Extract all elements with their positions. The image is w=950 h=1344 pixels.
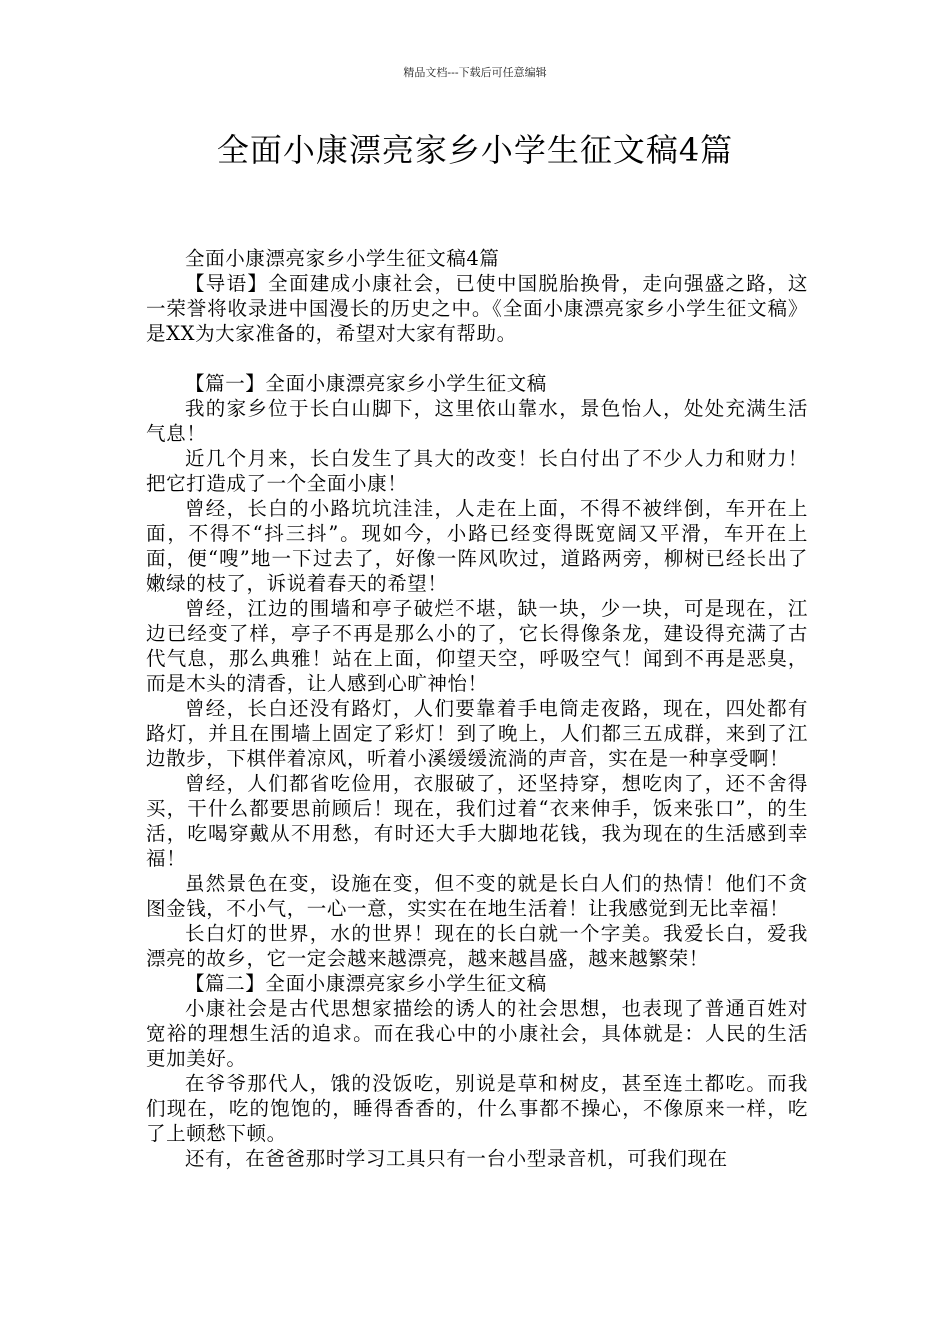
body-paragraph: 在爷爷那代人，饿的没饭吃，别说是草和树皮，甚至连土都吃。而我们现在，吃的饱饱的，睡得香香的，什么事都不操心，不像原来一样，吃了上顿愁下顿。 (146, 1072, 808, 1145)
document-body (146, 246, 808, 1171)
body-paragraph: 小康社会是古代思想家描绘的诱人的社会思想，也表现了普通百姓对宽裕的理想生活的追求。而在我心中的小康社会，具体就是：人民的生活更加美好。 (146, 997, 808, 1070)
body-paragraph: 近几个月来，长白发生了具大的改变！长白付出了不少人力和财力！把它打造成了一个全面小康！ (146, 447, 808, 495)
document-title: 全面小康漂亮家乡小学生征文稿4篇 (216, 131, 734, 169)
body-paragraph: 还有，在爸爸那时学习工具只有一台小型录音机，可我们现在 (185, 1147, 728, 1170)
body-paragraph: 长白灯的世界，水的世界！现在的长白就一个字美。我爱长白，爱我漂亮的故乡，它一定会越来越漂亮，越来越昌盛，越来越繁荣！ (146, 922, 808, 970)
body-paragraph: 曾经，长白还没有路灯，人们要靠着手电筒走夜路，现在，四处都有路灯，并且在围墙上固定了彩灯！到了晚上，人们都三五成群，来到了江边散步，下棋伴着凉风，听着小溪缓缓流淌的声音，实在是一种享受啊！ (146, 697, 808, 770)
body-paragraph: 曾经，人们都省吃俭用，衣服破了，还坚持穿，想吃肉了，还不舍得买，干什么都要思前顾后！现在，我们过着“衣来伸手，饭来张口”，的生活，吃喝穿戴从不用愁，有时还大手大脚地花钱，我为现在的生活感到幸福！ (146, 772, 808, 870)
intro-paragraph: 【导语】全面建成小康社会，已使中国脱胎换骨，走向强盛之路，这一荣誉将收录进中国漫长的历史之中。《全面小康漂亮家乡小学生征文稿》是XX为大家准备的，希望对大家有帮助。 (146, 272, 808, 345)
body-paragraph: 虽然景色在变，设施在变，但不变的就是长白人们的热情！他们不贪图金钱，不小气，一心一意，实实在在地生活着！让我感觉到无比幸福！ (146, 872, 808, 920)
subtitle-paragraph: 全面小康漂亮家乡小学生征文稿4篇 (185, 247, 500, 270)
header-note: 精品文档---下载后可任意编辑 (403, 66, 547, 79)
body-paragraph: 曾经，长白的小路坑坑洼洼，人走在上面，不得不被绊倒，车开在上面，不得不“抖三抖”。现如今，小路已经变得既宽阔又平滑，车开在上面，便“嗖”地一下过去了，好像一阵风吹过，道路两旁，柳树已经长出了嫩绿的枝了，诉说着春天的希望！ (146, 497, 808, 595)
body-paragraph: 我的家乡位于长白山脚下，这里依山靠水，景色怡人，处处充满生活气息！ (146, 397, 808, 445)
body-paragraph: 曾经，江边的围墙和亭子破烂不堪，缺一块，少一块，可是现在，江边已经变了样，亭子不再是那么小的了，它长得像条龙，建设得充满了古代气息，那么典雅！站在上面，仰望天空，呼吸空气！闻到不再是恶臭，而是木头的清香，让人感到心旷神怡！ (146, 597, 808, 695)
section-heading-1: 【篇一】全面小康漂亮家乡小学生征文稿 (185, 372, 547, 395)
section-heading-2: 【篇二】全面小康漂亮家乡小学生征文稿 (185, 972, 547, 995)
